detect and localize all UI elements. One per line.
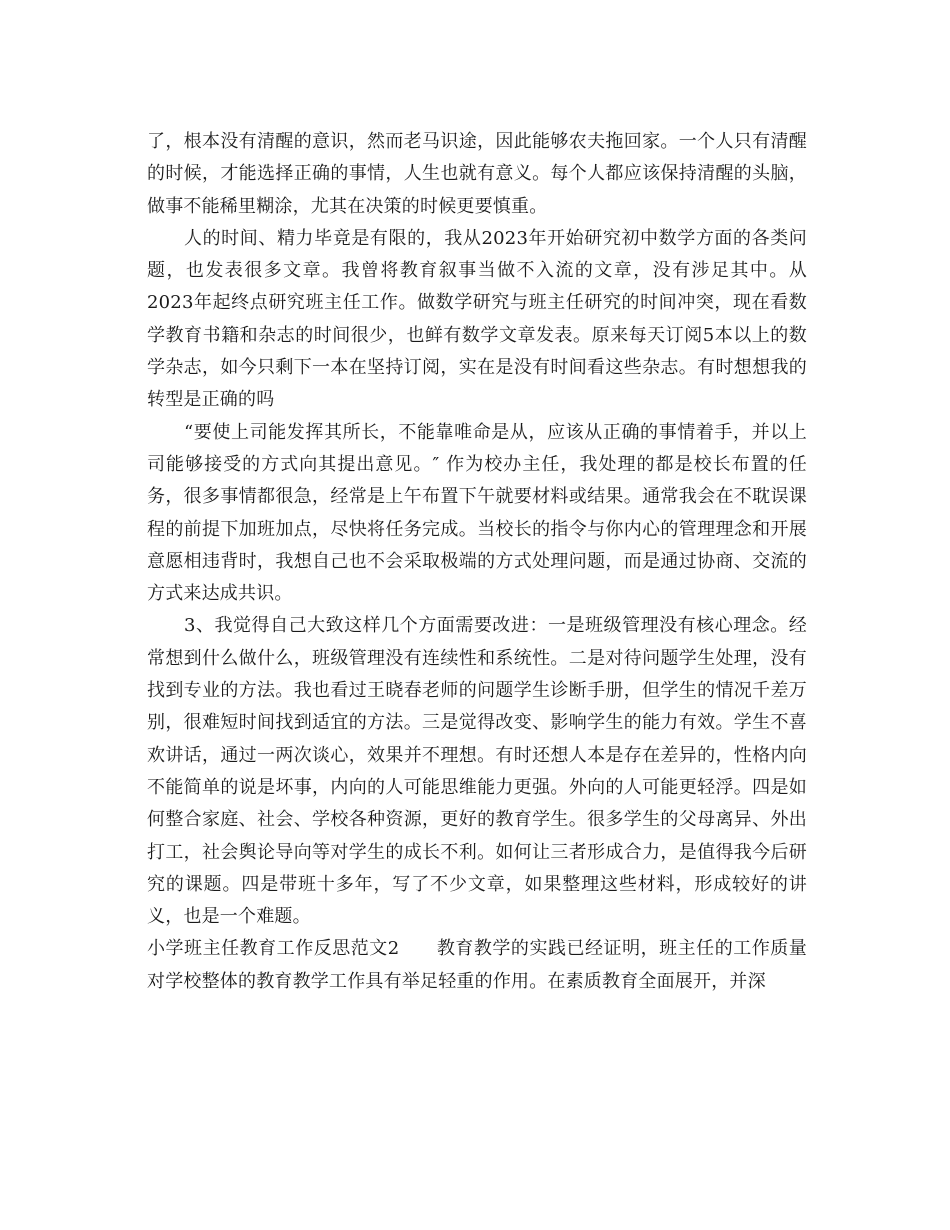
paragraph-superior-advice: “要使上司能发挥其所长，不能靠唯命是从，应该从正确的事情着手，并以上司能够接受的方式向其提出意见。″ 作为校办主任，我处理的都是校长布置的任务，很多事情都很急，经常是上午布置下午就要材料或结果。通常我会在不耽误课程的前提下加班加点，尽快将任务完成。当校长的指令与你内心的管理理念和开展意愿相违背时，我想自己也不会采取极端的方式处理问题，而是通过协商、交流的方式来达成共识。 — [147, 421, 807, 605]
paragraph-time-energy: 人的时间、精力毕竟是有限的，我从2023年开始研究初中数学方面的各类问题，也发表很多文章。我曾将教育叙事当做不入流的文章，没有涉足其中。从2023年起终点研究班主任工作。做数学研究与班主任研究的时间冲突，现在看数学教育书籍和杂志的时间很少，也鲜有数学文章发表。原来每天订阅5本以上的数学杂志，如今只剩下一本在坚持订阅，实在是没有时间看这些杂志。有时想想我的转型是正确的吗 — [147, 227, 807, 411]
paragraph-sample-2-heading: 小学班主任教育工作反思范文2 教育教学的实践已经证明，班主任的工作质量对学校整体的教育教学工作具有举足轻重的作用。在素质教育全面展开，并深 — [147, 938, 807, 992]
paragraph-continuation: 了，根本没有清醒的意识，然而老马识途，因此能够农夫拖回家。一个人只有清醒的时候，才能选择正确的事情，人生也就有意义。每个人都应该保持清醒的头脑，做事不能稀里糊涂，尤其在决策的时候更要慎重。 — [147, 131, 807, 217]
document-body — [147, 126, 807, 998]
paragraph-improvements: 3、我觉得自己大致这样几个方面需要改进：一是班级管理没有核心理念。经常想到什么做什么，班级管理没有连续性和系统性。二是对待问题学生处理，没有找到专业的方法。我也看过王晓春老师的问题学生诊断手册，但学生的情况千差万别，很难短时间找到适宜的方法。三是觉得改变、影响学生的能力有效。学生不喜欢讲话，通过一两次谈心，效果并不理想。有时还想人本是存在差异的，性格内向不能简单的说是坏事，内向的人可能思维能力更强。外向的人可能更轻浮。四是如何整合家庭、社会、学校各种资源，更好的教育学生。很多学生的父母离异、外出打工，社会舆论导向等对学生的成长不利。如何让三者形成合力，是值得我今后研究的课题。四是带班十多年，写了不少文章，如果整理这些材料，形成较好的讲义，也是一个难题。 — [147, 615, 807, 928]
